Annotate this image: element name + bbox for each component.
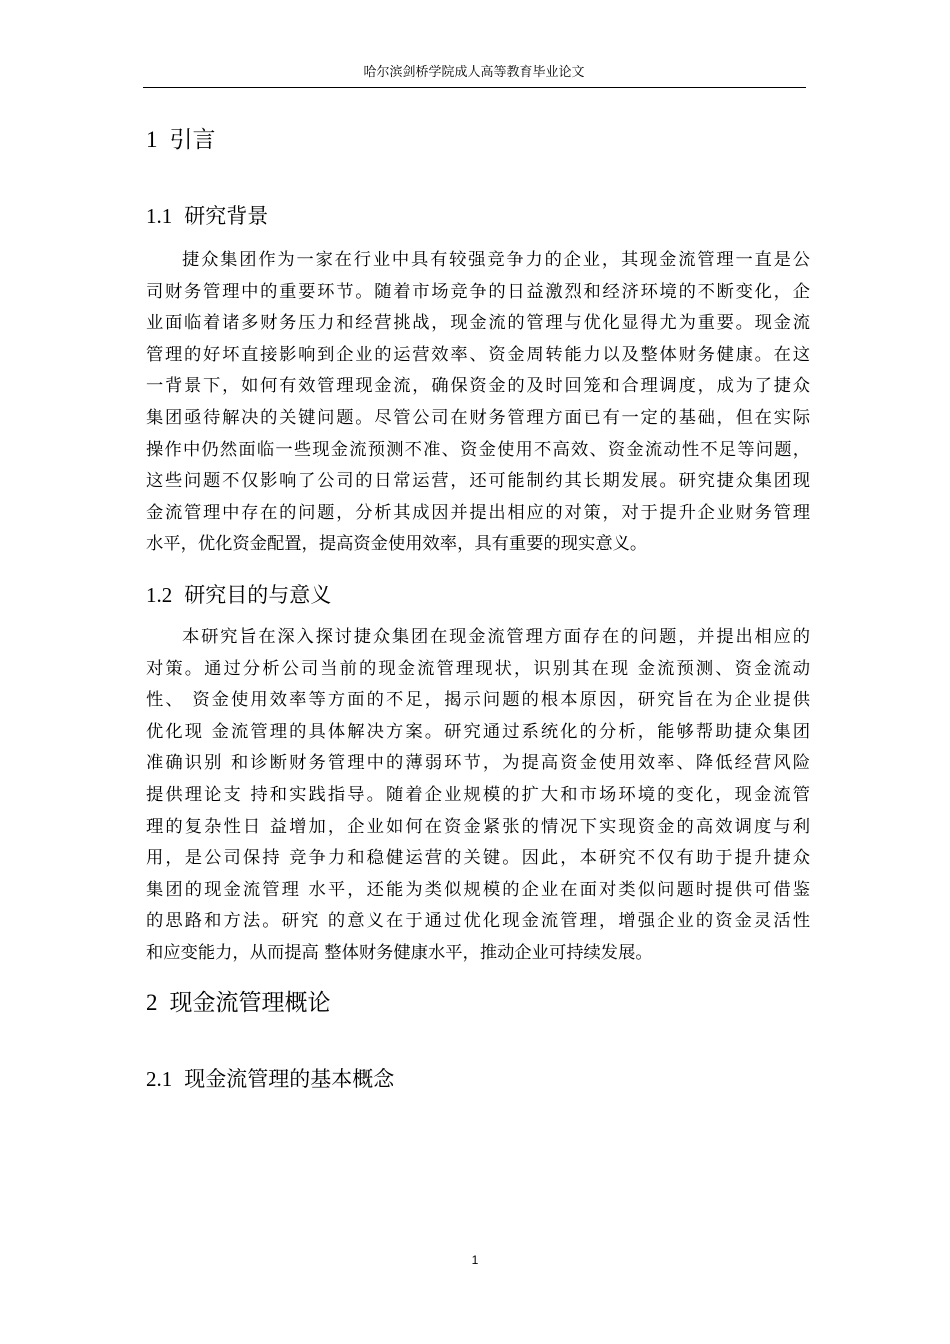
heading-section-2 xyxy=(146,988,331,1018)
text-line: 捷众集团作为一家在行业中具有较强竞争力的企业，其现金流管理一直是公 xyxy=(182,250,810,270)
text-line: 优化现 金流管理的具体解决方案。研究通过系统化的分析，能够帮助捷众集团 xyxy=(146,721,810,742)
text-line: 水平，优化资金配置，提高资金使用效率，具有重要的现实意义。 xyxy=(146,534,648,555)
text-line: 集团的现金流管理 水平，还能为类似规模的企业在面对类似问题时提供可借鉴 xyxy=(146,879,810,900)
heading-title: 现金流管理概论 xyxy=(169,990,331,1016)
heading-section-1 xyxy=(146,125,216,155)
header-divider xyxy=(143,87,806,88)
heading-section-2-1 xyxy=(146,1064,394,1094)
text-line: 一背景下，如何有效管理现金流，确保资金的及时回笼和合理调度，成为了捷众 xyxy=(146,376,810,397)
heading-number: 2 xyxy=(146,990,158,1015)
text-line: 集团亟待解决的关键问题。尽管公司在财务管理方面已有一定的基础，但在实际 xyxy=(146,407,810,428)
heading-number: 1 xyxy=(146,127,158,152)
heading-number: 1.1 xyxy=(146,204,173,228)
heading-title: 引言 xyxy=(169,127,216,153)
paragraph-research-background xyxy=(146,245,810,561)
text-line: 理的复杂性日 益增加，企业如何在资金紧张的情况下实现资金的高效调度与利 xyxy=(146,816,810,837)
page-number: 1 xyxy=(471,1253,479,1267)
paragraph-research-purpose xyxy=(146,622,810,970)
text-line: 性、 资金使用效率等方面的不足，揭示问题的根本原因，研究旨在为企业提供 xyxy=(146,690,810,711)
page-header: 哈尔滨剑桥学院成人高等教育毕业论文 xyxy=(363,65,585,80)
text-line: 金流管理中存在的问题，分析其成因并提出相应的对策，对于提升企业财务管理 xyxy=(146,502,810,523)
text-line: 这些问题不仅影响了公司的日常运营，还可能制约其长期发展。研究捷众集团现 xyxy=(146,471,810,492)
text-line: 对策。通过分析公司当前的现金流管理现状，识别其在现 金流预测、资金流动 xyxy=(146,658,810,679)
text-line: 司财务管理中的重要环节。随着市场竞争的日益激烈和经济环境的不断变化，企 xyxy=(146,281,810,302)
heading-section-1-2 xyxy=(146,580,331,610)
text-line: 和应变能力，从而提高 整体财务健康水平，推动企业可持续发展。 xyxy=(146,942,653,963)
heading-number: 2.1 xyxy=(146,1067,173,1091)
text-line: 业面临着诸多财务压力和经营挑战，现金流的管理与优化显得尤为重要。现金流 xyxy=(146,313,810,334)
heading-section-1-1 xyxy=(146,201,268,231)
text-line: 准确识别 和诊断财务管理中的薄弱环节，为提高资金使用效率、降低经营风险 xyxy=(146,753,810,774)
text-line: 的思路和方法。研究 的意义在于通过优化现金流管理，增强企业的资金灵活性 xyxy=(146,911,810,932)
text-line: 操作中仍然面临一些现金流预测不准、资金使用不高效、资金流动性不足等问题， xyxy=(146,439,810,460)
heading-title: 研究目的与意义 xyxy=(184,583,332,607)
text-line: 提供理论支 持和实践指导。随着企业规模的扩大和市场环境的变化，现金流管 xyxy=(146,784,810,805)
heading-title: 研究背景 xyxy=(184,204,269,228)
text-line: 管理的好坏直接影响到企业的运营效率、资金周转能力以及整体财务健康。在这 xyxy=(146,344,810,365)
text-line: 本研究旨在深入探讨捷众集团在现金流管理方面存在的问题，并提出相应的 xyxy=(182,627,810,647)
heading-number: 1.2 xyxy=(146,583,173,607)
heading-title: 现金流管理的基本概念 xyxy=(184,1067,395,1091)
text-line: 用，是公司保持 竞争力和稳健运营的关键。因此，本研究不仅有助于提升捷众 xyxy=(146,848,810,869)
